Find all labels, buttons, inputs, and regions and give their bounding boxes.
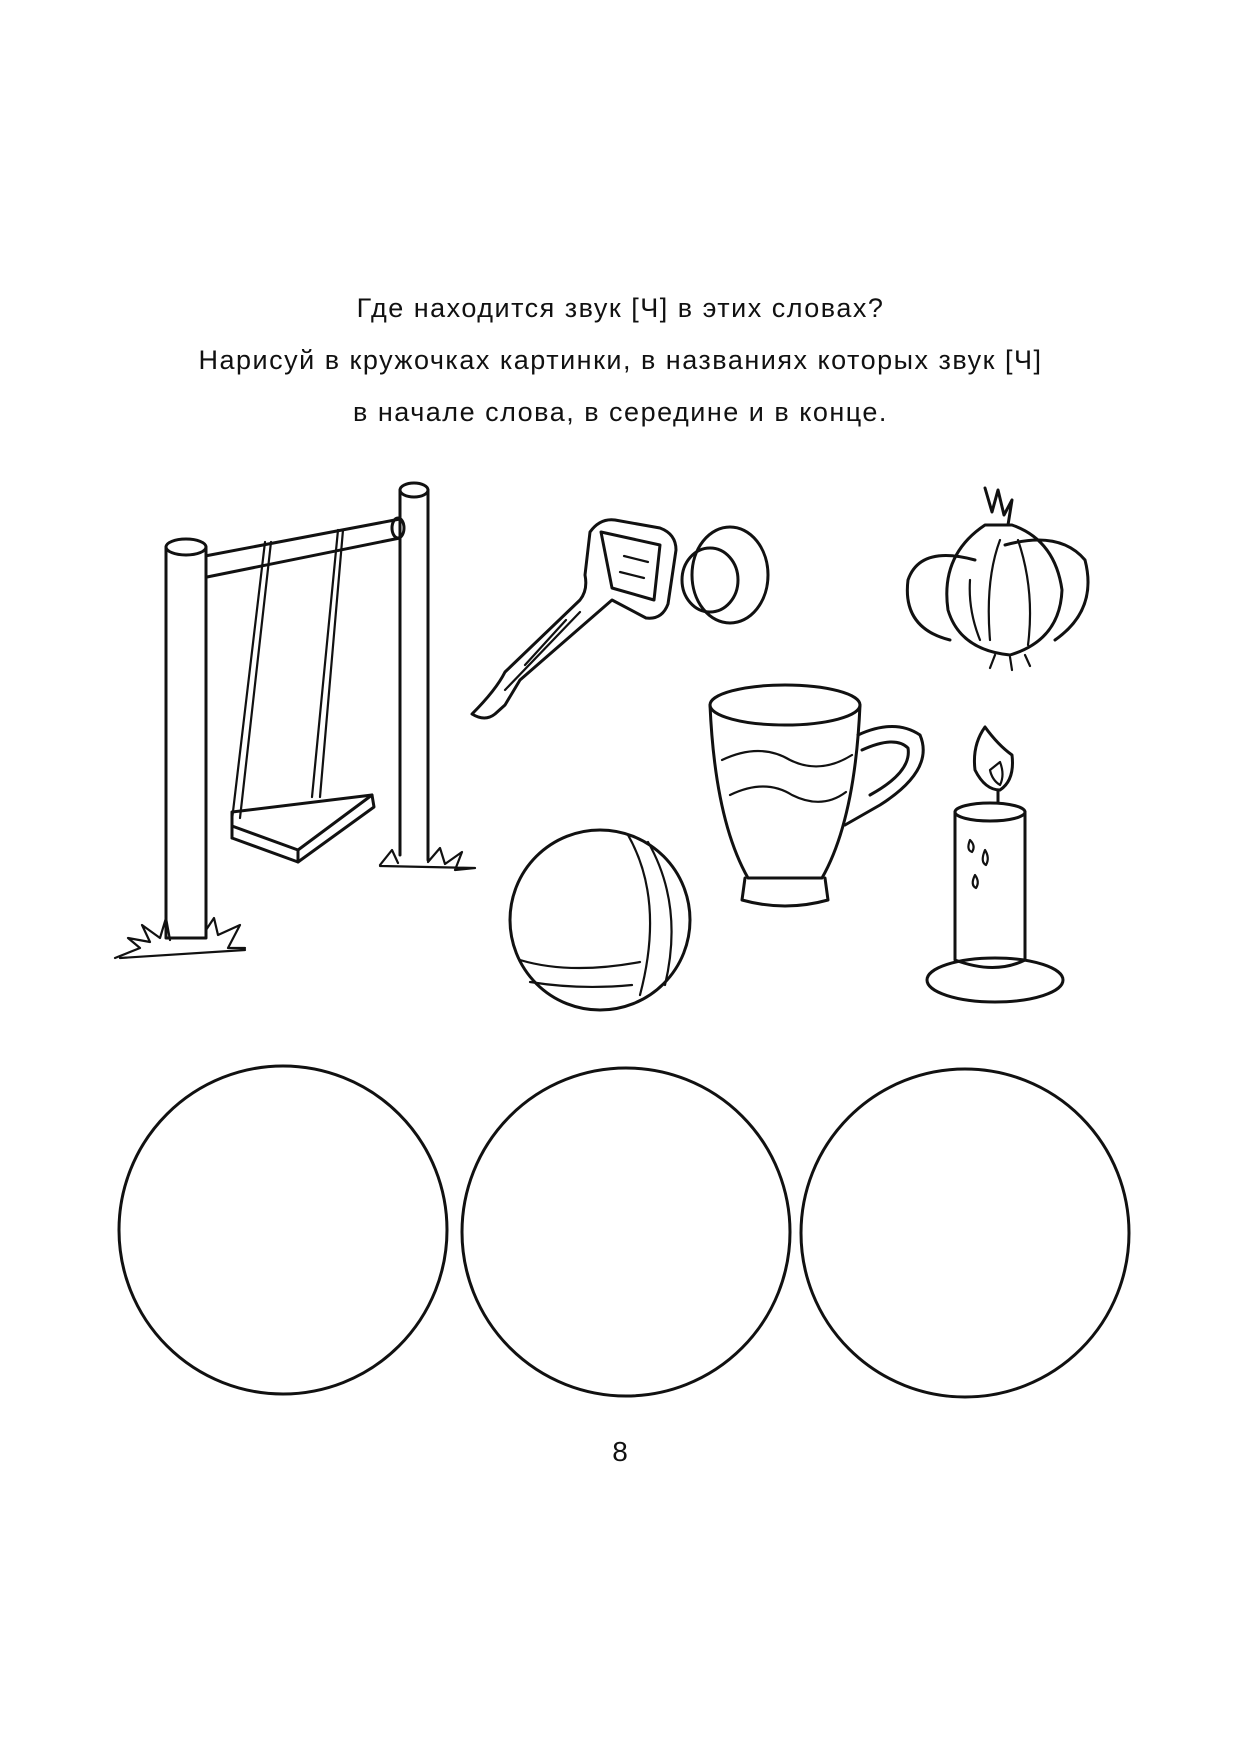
cup-icon [710,685,923,906]
garlic-icon [907,488,1088,670]
answer-circle-end[interactable] [801,1069,1129,1397]
ball-icon [510,830,690,1010]
answer-circle-middle[interactable] [462,1068,790,1396]
key-icon [472,520,768,718]
instruction-line-1: Где находится звук [Ч] в этих словах? [356,293,885,323]
answer-circle-start[interactable] [119,1066,447,1394]
instruction-line-3: в начале слова, в середине и в конце. [353,397,888,427]
swing-icon [115,483,475,958]
instruction-line-2: Нарисуй в кружочках картинки, в названиях которых звук [Ч] [198,345,1043,375]
answer-circles [119,1066,1129,1397]
candle-icon [927,727,1063,1002]
page-number: 8 [612,1436,628,1467]
